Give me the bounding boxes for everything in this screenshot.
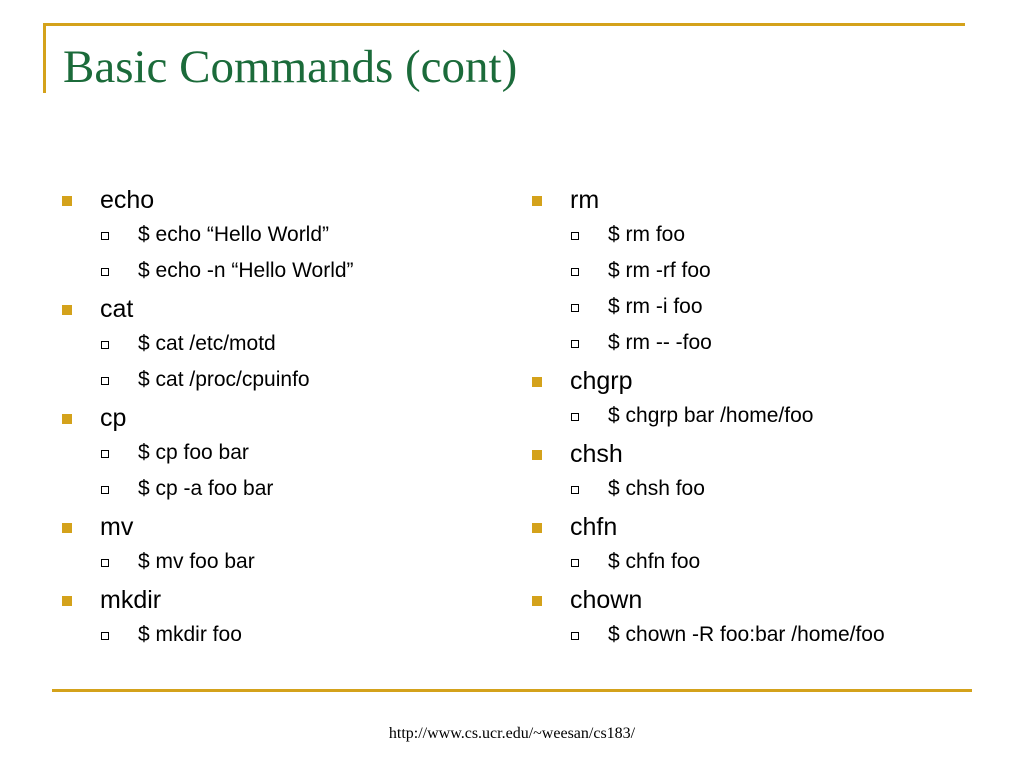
- command-example: $ rm foo: [608, 223, 686, 246]
- command-example: $ cat /proc/cpuinfo: [138, 368, 310, 391]
- hollow-square-bullet-icon: [571, 486, 579, 494]
- sub-bullet-item: [532, 400, 992, 436]
- right-column: [532, 182, 992, 655]
- hollow-square-bullet-icon: [101, 377, 109, 385]
- command-example: $ mkdir foo: [138, 623, 242, 646]
- hollow-square-bullet-icon: [101, 559, 109, 567]
- square-bullet-icon: [62, 196, 72, 206]
- command-example: $ chsh foo: [608, 477, 705, 500]
- sub-bullet-item: [532, 219, 992, 255]
- hollow-square-bullet-icon: [101, 232, 109, 240]
- sub-bullet-item: [532, 327, 992, 363]
- command-label: rm: [570, 186, 600, 214]
- hollow-square-bullet-icon: [101, 268, 109, 276]
- sub-bullet-item: [62, 255, 482, 291]
- sub-bullet-item: [62, 473, 482, 509]
- command-example: $ echo “Hello World”: [138, 223, 330, 246]
- bullet-item: [62, 582, 482, 619]
- hollow-square-bullet-icon: [101, 341, 109, 349]
- sub-bullet-item: [62, 437, 482, 473]
- command-mv: [62, 509, 482, 582]
- command-label: chfn: [570, 513, 618, 541]
- command-example: $ cp foo bar: [138, 441, 249, 464]
- command-example: $ cat /etc/motd: [138, 332, 276, 355]
- square-bullet-icon: [532, 377, 542, 387]
- command-label: echo: [100, 186, 155, 214]
- bullet-item: [532, 582, 992, 619]
- command-example: $ rm -- -foo: [608, 331, 712, 354]
- command-example: $ mv foo bar: [138, 550, 255, 573]
- command-chown: [532, 582, 992, 655]
- bullet-item: [532, 363, 992, 400]
- command-chfn: [532, 509, 992, 582]
- square-bullet-icon: [532, 196, 542, 206]
- command-label: mv: [100, 513, 134, 541]
- command-label: mkdir: [100, 586, 162, 614]
- command-example: $ echo -n “Hello World”: [138, 259, 354, 282]
- command-label: chown: [570, 586, 643, 614]
- sub-bullet-item: [62, 219, 482, 255]
- hollow-square-bullet-icon: [571, 304, 579, 312]
- hollow-square-bullet-icon: [571, 413, 579, 421]
- sub-bullet-item: [62, 619, 482, 655]
- square-bullet-icon: [62, 596, 72, 606]
- square-bullet-icon: [62, 305, 72, 315]
- sub-bullet-item: [62, 328, 482, 364]
- bullet-item: [62, 182, 482, 219]
- hollow-square-bullet-icon: [101, 632, 109, 640]
- sub-bullet-item: [532, 255, 992, 291]
- hollow-square-bullet-icon: [571, 632, 579, 640]
- command-example: $ cp -a foo bar: [138, 477, 274, 500]
- left-column: [62, 182, 482, 655]
- command-chgrp: [532, 363, 992, 436]
- command-echo: [62, 182, 482, 291]
- slide-title: Basic Commands (cont): [63, 41, 518, 93]
- command-label: chsh: [570, 440, 623, 468]
- command-mkdir: [62, 582, 482, 655]
- hollow-square-bullet-icon: [571, 340, 579, 348]
- frame-top-rule: [43, 23, 965, 26]
- sub-bullet-item: [532, 546, 992, 582]
- hollow-square-bullet-icon: [571, 268, 579, 276]
- hollow-square-bullet-icon: [101, 486, 109, 494]
- command-rm: [532, 182, 992, 363]
- sub-bullet-item: [532, 619, 992, 655]
- square-bullet-icon: [532, 523, 542, 533]
- sub-bullet-item: [532, 291, 992, 327]
- command-example: $ chgrp bar /home/foo: [608, 404, 814, 427]
- frame-left-rule: [43, 23, 46, 93]
- command-example: $ rm -rf foo: [608, 259, 711, 282]
- square-bullet-icon: [532, 450, 542, 460]
- command-label: cat: [100, 295, 134, 323]
- command-cat: [62, 291, 482, 400]
- bullet-item: [62, 291, 482, 328]
- command-example: $ rm -i foo: [608, 295, 703, 318]
- bullet-item: [532, 509, 992, 546]
- command-label: cp: [100, 404, 127, 432]
- bullet-item: [532, 436, 992, 473]
- footer-url: http://www.cs.ucr.edu/~weesan/cs183/: [388, 725, 636, 742]
- hollow-square-bullet-icon: [571, 232, 579, 240]
- sub-bullet-item: [532, 473, 992, 509]
- sub-bullet-item: [62, 364, 482, 400]
- command-example: $ chown -R foo:bar /home/foo: [608, 623, 885, 646]
- square-bullet-icon: [62, 523, 72, 533]
- command-chsh: [532, 436, 992, 509]
- command-label: chgrp: [570, 367, 633, 395]
- bullet-item: [62, 509, 482, 546]
- bottom-rule: [52, 689, 972, 692]
- hollow-square-bullet-icon: [101, 450, 109, 458]
- sub-bullet-item: [62, 546, 482, 582]
- hollow-square-bullet-icon: [571, 559, 579, 567]
- square-bullet-icon: [62, 414, 72, 424]
- square-bullet-icon: [532, 596, 542, 606]
- command-cp: [62, 400, 482, 509]
- bullet-item: [62, 400, 482, 437]
- command-example: $ chfn foo: [608, 550, 701, 573]
- bullet-item: [532, 182, 992, 219]
